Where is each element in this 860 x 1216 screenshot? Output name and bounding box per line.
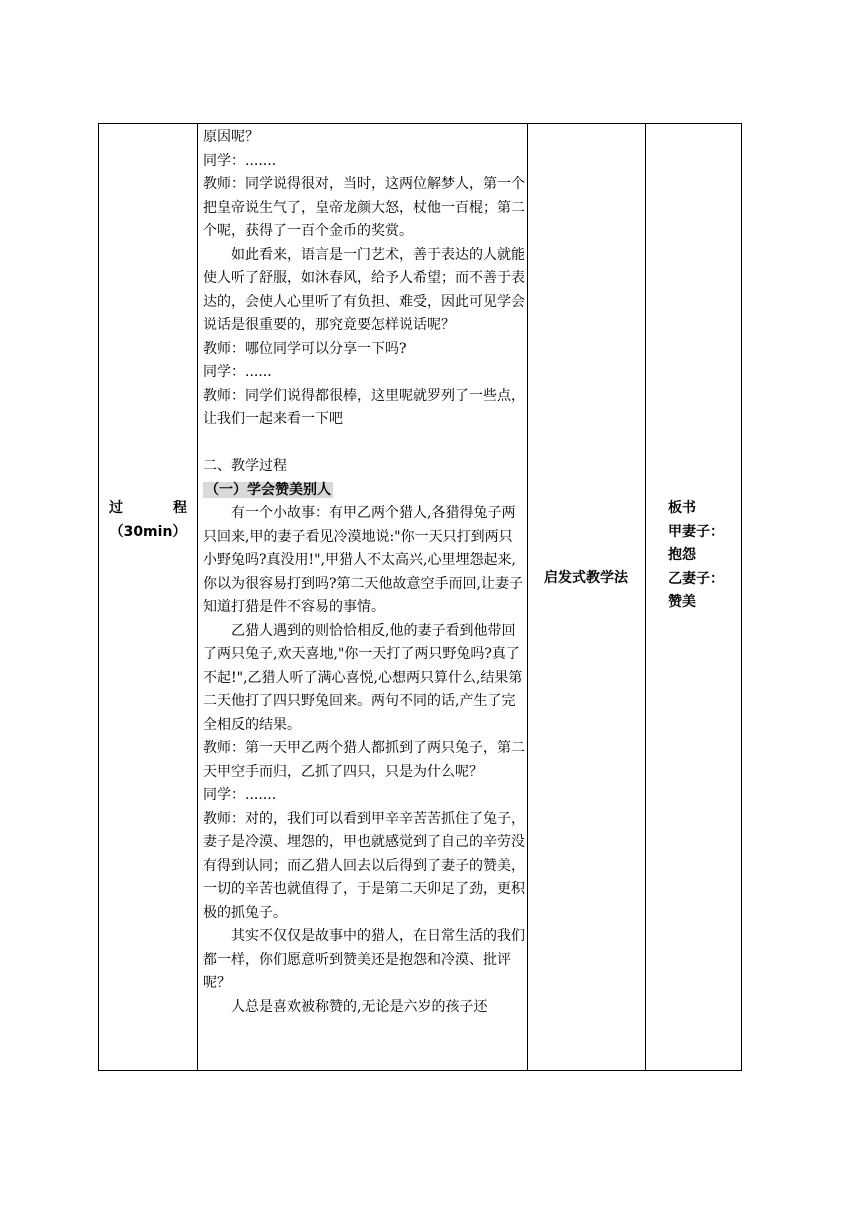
blank-line (203, 432, 525, 456)
content-line: 原因呢？ (203, 129, 259, 145)
stage-duration: （30min） (109, 524, 187, 540)
content-line: 如此看来，语言是一门艺术，善于表达的人就能使人听了舒服，如沐春风，给予人希望；而不善于表达的，会使人心里听了有负担、难受，因此可见学会说话是很重要的，那究竟要怎样说话呢？ (203, 246, 525, 333)
stage-name-right: 程 (173, 500, 187, 516)
content-line: 教师：同学们说得都很棒，这里呢就罗列了一些点，让我们一起来看一下吧 (203, 387, 525, 427)
column-divider (645, 124, 646, 1070)
stage-name (99, 497, 197, 517)
content-line: 其实不仅仅是故事中的猎人，在日常生活的我们都一样，你们愿意听到赞美还是抱怨和冷漠、批评呢？ (203, 928, 525, 991)
content-line: 教师：同学说得很对，当时，这两位解梦人，第一个把皇帝说生气了，皇帝龙颜大怒，杖他一百棍；第二个呢，获得了一百个金币的奖赏。 (203, 176, 525, 239)
content-line: 教师：对的，我们可以看到甲辛辛苦苦抓住了兔子，妻子是冷漠、埋怨的，甲也就感觉到了自己的辛劳没有得到认同；而乙猎人回去以后得到了妻子的赞美，一切的辛苦也就值得了，于是第二天卯足了劲，更积极的抓兔子。 (203, 810, 525, 921)
board-item: 赞美 (668, 594, 696, 610)
subsection-heading: （一）学会赞美别人 (205, 481, 331, 498)
board-title: 板书 (668, 500, 696, 516)
column-divider (527, 124, 528, 1070)
content-line: 有一个小故事：有甲乙两个猎人,各猎得兔子两只回来,甲的妻子看见冷漠地说:"你一天只打到两只小野兔吗?真没用!",甲猎人不太高兴,心里埋怨起来,你以为很容易打到吗?第二天他故意空手而回,让妻子知道打猎是件不容易的事情。 (203, 505, 523, 615)
content-line: 同学：...... (203, 364, 272, 380)
stage-name-left: 过 (109, 500, 123, 516)
teaching-method: 启发式教学法 (544, 570, 628, 586)
content-line: 人总是喜欢被称赞的,无论是六岁的孩子还 (231, 998, 488, 1015)
lesson-table (98, 123, 742, 1071)
content-cell (203, 126, 525, 1019)
stage-cell (99, 497, 197, 541)
board-item: 乙妻子： (668, 570, 724, 587)
content-line: 同学：....... (203, 152, 277, 169)
column-divider (197, 124, 198, 1070)
board-item: 甲妻子： (668, 523, 724, 540)
content-line: 乙猎人遇到的则恰恰相反,他的妻子看到他带回了两只兔子,欢天喜地,"你一天打了两只野兔吗?真了不起!",乙猎人听了满心喜悦,心想两只算什么,结果第二天他打了四只野兔回来。两句不同的话,产生了完全相反的结果。 (203, 622, 523, 733)
content-line: 教师：哪位同学可以分享一下吗? (203, 340, 407, 357)
board-item: 抱怨 (668, 547, 696, 563)
content-line: 同学：....... (203, 787, 277, 803)
content-line: 教师：第一天甲乙两个猎人都抓到了两只兔子，第二天甲空手而归，乙抓了四只，只是为什么呢？ (203, 740, 525, 780)
section-heading: 二、教学过程 (203, 458, 287, 474)
blackboard-notes (668, 497, 724, 615)
